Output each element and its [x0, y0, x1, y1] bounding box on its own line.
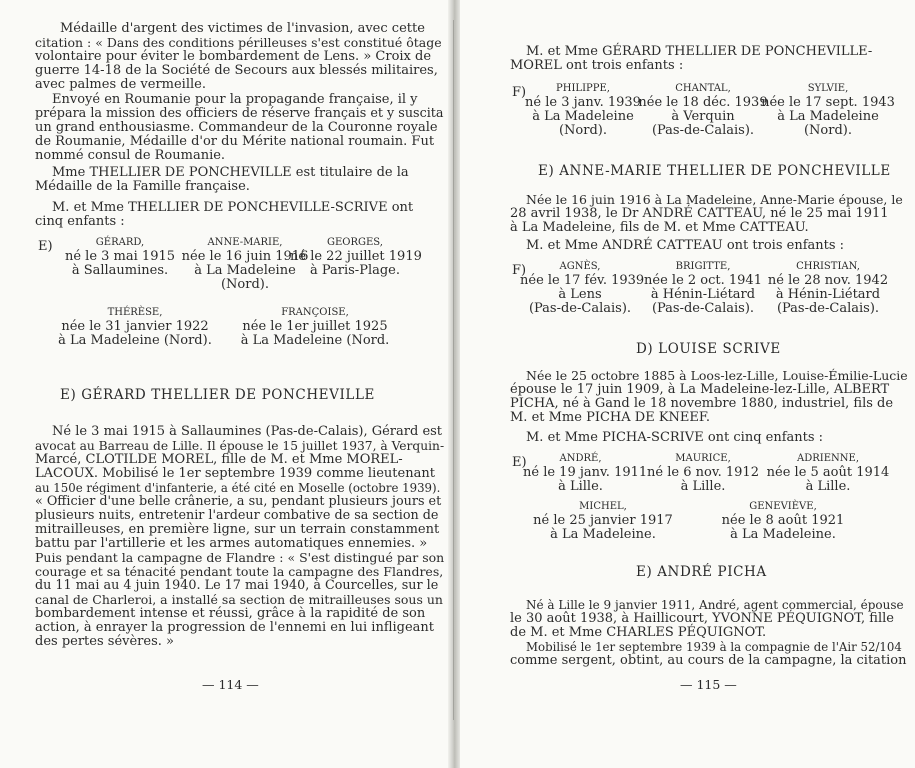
section-heading: E) ANDRÉ PICHA: [636, 564, 767, 580]
text-line: avec palmes de vermeille.: [35, 77, 206, 92]
generation-letter: E): [512, 455, 527, 470]
child-place: à Hénin-Liétard: [650, 287, 756, 302]
text-line: un grand enthousiasme. Commandeur de la Couronne royale: [35, 120, 438, 135]
child-place: à Lille.: [558, 479, 603, 494]
child-place: à Lens: [558, 287, 602, 302]
child-region: (Nord).: [220, 277, 269, 292]
generation-letter: F): [512, 85, 527, 100]
text-line: épouse le 17 juin 1909, à La Madeleine-lez-Lille, ALBERT: [510, 382, 890, 397]
child-birth: née le 1er juillet 1925: [242, 319, 388, 334]
text-line: PICHA, né à Gand le 18 novembre 1880, industriel, fils de: [510, 396, 894, 411]
child-birth: né le 3 janv. 1939: [525, 95, 641, 110]
child-name: BRIGITTE,: [675, 261, 731, 272]
text-line: citation : « Dans des conditions périlleuses s'est constitué ôtage: [35, 35, 442, 50]
text-line: le 30 août 1938, à Haillicourt, YVONNE PÉQUIGNOT, fille: [510, 611, 894, 626]
text-line: des pertes sévères. »: [35, 634, 174, 649]
child-name: GÉRARD,: [95, 237, 145, 248]
child-region: (Pas-de-Calais).: [651, 123, 755, 138]
child-place: à Lille.: [680, 479, 726, 494]
text-line: Né à Lille le 9 janvier 1911, André, agent commercial, épouse: [526, 598, 904, 612]
child-region: (Pas-de-Calais).: [528, 301, 632, 316]
child-birth: né le 22 juillet 1919: [290, 249, 422, 264]
child-place: à La Madeleine.: [550, 527, 656, 542]
left-page: [0, 0, 450, 768]
text-line: guerre 14-18 de la Société de Secours aux blessés militaires,: [35, 63, 438, 78]
child-name: MICHEL,: [579, 501, 627, 512]
child-name: MAURICE,: [675, 453, 731, 464]
child-birth: née le 5 août 1914: [766, 465, 890, 480]
text-line: Né le 3 mai 1915 à Sallaumines (Pas-de-Calais), Gérard est: [52, 424, 443, 439]
child-name: GEORGES,: [327, 237, 383, 248]
child-name: GENEVIÈVE,: [749, 501, 817, 512]
text-line: bombardement intense et réussi, grâce à la rapidité de son: [35, 606, 426, 621]
child-name: CHANTAL,: [675, 83, 731, 94]
text-line: LACOUX. Mobilisé le 1er septembre 1939 comme lieutenant: [35, 466, 435, 481]
child-name: ANNE-MARIE,: [207, 237, 283, 248]
text-line: Puis pendant la campagne de Flandre : « S'est distingué par son: [35, 550, 445, 565]
child-birth: née le 16 juin 1916: [181, 249, 309, 264]
right-page: [458, 0, 915, 768]
child-name: ANDRÉ,: [559, 453, 602, 464]
text-line: nommé consul de Roumanie.: [35, 148, 226, 163]
text-line: Médaille d'argent des victimes de l'invasion, avec cette: [60, 21, 425, 36]
child-name: SYLVIE,: [807, 83, 849, 94]
child-region: (Nord).: [803, 123, 852, 138]
text-line: M. et Mme PICHA DE KNEEF.: [510, 410, 711, 425]
text-line: action, à enrayer la progression de l'ennemi en lui infligeant: [35, 620, 435, 635]
text-line: cinq enfants :: [35, 214, 125, 229]
child-name: PHILIPPE,: [556, 83, 610, 94]
text-line: du 11 mai au 4 juin 1940. Le 17 mai 1940, à Courcelles, sur le: [35, 578, 439, 593]
child-birth: née le 2 oct. 1941: [644, 273, 762, 288]
child-birth: née le 17 sept. 1943: [761, 95, 895, 110]
text-line: Mme THELLIER DE PONCHEVILLE est titulaire de la: [52, 165, 409, 180]
child-birth: né le 19 janv. 1911: [523, 465, 648, 480]
text-line: Née le 16 juin 1916 à La Madeleine, Anne-Marie épouse, le: [526, 192, 903, 207]
child-birth: né le 28 nov. 1942: [767, 273, 889, 288]
section-heading: E) GÉRARD THELLIER DE PONCHEVILLE: [60, 387, 376, 403]
text-line: M. et Mme ANDRÉ CATTEAU ont trois enfants :: [526, 238, 845, 253]
text-line: Envoyé en Roumanie pour la propagande française, il y: [52, 92, 418, 107]
child-place: à La Madeleine: [777, 109, 879, 124]
text-line: courage et sa ténacité pendant toute la campagne des Flandres,: [35, 564, 444, 579]
text-line: de Roumanie, Médaille d'or du Mérite national roumain. Fut: [35, 134, 435, 149]
generation-letter: E): [38, 239, 53, 254]
text-line: prépara la mission des officiers de réserve français et y suscita: [35, 106, 444, 121]
child-birth: né le 6 nov. 1912: [647, 465, 759, 480]
text-line: M. et Mme PICHA-SCRIVE ont cinq enfants :: [526, 430, 824, 445]
child-place: à Lille.: [805, 479, 851, 494]
child-name: ADRIENNE,: [797, 453, 859, 464]
child-name: AGNÈS,: [559, 261, 601, 272]
text-line: M. et Mme GÉRARD THELLIER DE PONCHEVILLE-: [526, 44, 873, 59]
child-name: FRANÇOISE,: [281, 307, 349, 318]
text-line: 28 avril 1938, le Dr ANDRÉ CATTEAU, né le 25 mai 1911: [510, 206, 889, 221]
page-number: — 115 —: [680, 677, 737, 692]
text-line: M. et Mme THELLIER DE PONCHEVILLE-SCRIVE ont: [52, 200, 414, 215]
text-line: volontaire pour éviter le bombardement de Lens. » Croix de: [35, 49, 432, 64]
text-line: mitrailleuses, en première ligne, sur un terrain constamment: [35, 522, 440, 537]
text-line: MOREL ont trois enfants :: [510, 58, 684, 73]
child-place: à Sallaumines.: [71, 263, 169, 278]
text-line: canal de Charleroi, a installé sa section de mitrailleuses sous un: [35, 592, 443, 607]
child-name: THÉRÈSE,: [107, 307, 163, 318]
section-heading: E) ANNE-MARIE THELLIER DE PONCHEVILLE: [538, 163, 891, 179]
child-region: (Nord).: [558, 123, 607, 138]
text-line: à La Madeleine, fils de M. et Mme CATTEAU.: [510, 220, 809, 235]
child-place: à Verquin: [671, 109, 735, 124]
child-birth: né le 3 mai 1915: [64, 249, 176, 264]
child-region: (Pas-de-Calais).: [651, 301, 755, 316]
text-line: avocat au Barreau de Lille. Il épouse le 15 juillet 1937, à Verquin-: [35, 439, 445, 453]
child-place: à La Madeleine (Nord).: [58, 333, 212, 348]
text-line: Née le 25 octobre 1885 à Loos-lez-Lille, Louise-Émilie-Lucie: [526, 368, 908, 383]
child-name: CHRISTIAN,: [796, 261, 860, 272]
text-line: au 150e régiment d'infanterie, a été cité en Moselle (octobre 1939).: [35, 481, 441, 495]
text-line: de M. et Mme CHARLES PÉQUIGNOT.: [510, 625, 767, 640]
child-region: (Pas-de-Calais).: [776, 301, 880, 316]
child-birth: né le 25 janvier 1917: [533, 513, 673, 528]
child-place: à Hénin-Liétard: [775, 287, 881, 302]
child-birth: née le 17 fév. 1939: [520, 273, 645, 288]
child-birth: née le 31 janvier 1922: [61, 319, 209, 334]
child-place: à La Madeleine (Nord.: [240, 333, 390, 348]
page-number: — 114 —: [202, 677, 259, 692]
child-birth: née le 8 août 1921: [721, 513, 845, 528]
text-line: Mobilisé le 1er septembre 1939 à la compagnie de l'Air 52/104: [526, 640, 902, 654]
text-line: « Officier d'une belle crânerie, a su, pendant plusieurs jours et: [35, 494, 442, 509]
text-line: Marcé, CLOTILDE MOREL, fille de M. et Mme MOREL-: [35, 452, 403, 467]
gutter-fold-line: [453, 20, 454, 720]
child-place: à La Madeleine: [532, 109, 634, 124]
child-place: à Paris-Plage.: [309, 263, 401, 278]
text-line: battu par l'artillerie et les armes automatiques ennemies. »: [35, 536, 428, 551]
generation-letter: F): [512, 263, 527, 278]
child-birth: née le 18 déc. 1939: [638, 95, 768, 110]
child-place: à La Madeleine.: [730, 527, 836, 542]
text-line: Médaille de la Famille française.: [35, 179, 250, 194]
child-place: à La Madeleine: [194, 263, 296, 278]
text-line: plusieurs nuits, entretenir l'ardeur combative de sa section de: [35, 508, 439, 523]
text-line: comme sergent, obtint, au cours de la campagne, la citation: [510, 653, 907, 668]
section-heading: D) LOUISE SCRIVE: [636, 341, 781, 357]
